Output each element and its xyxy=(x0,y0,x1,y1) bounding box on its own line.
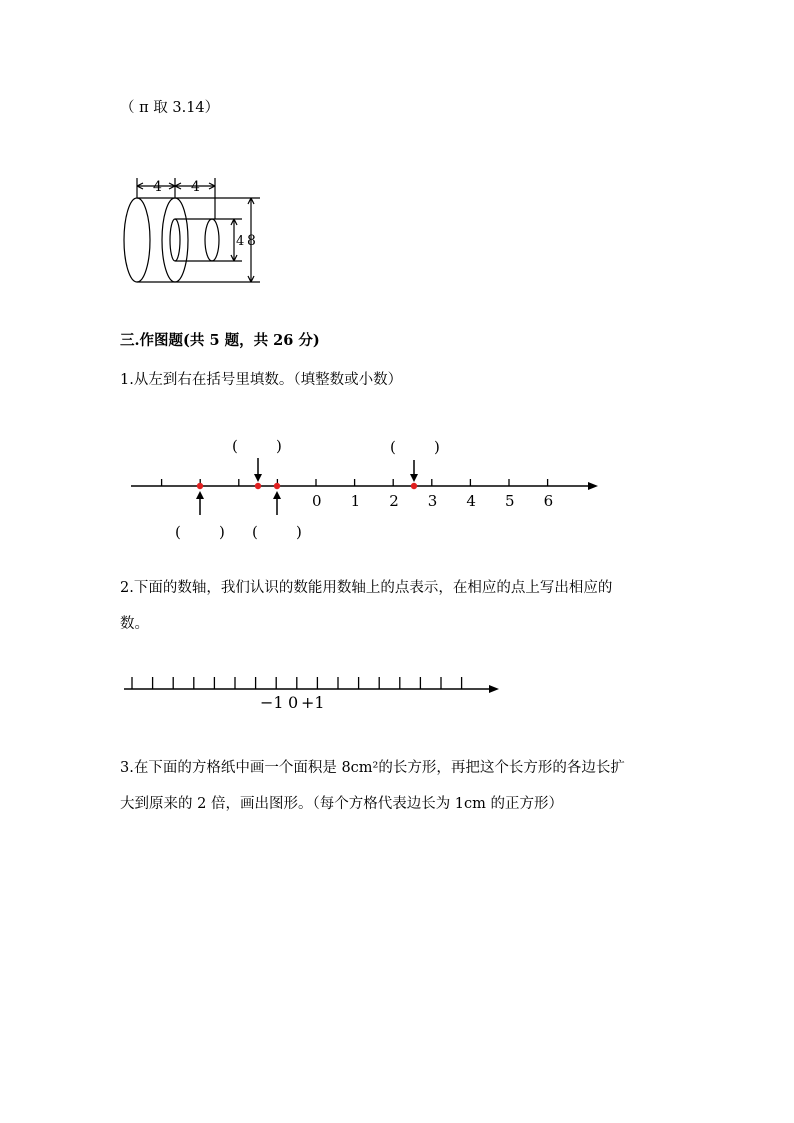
nl1-label: 5 xyxy=(505,492,515,510)
cylinder-inner-diameter: 4 xyxy=(236,234,245,249)
nl1-label: 0 xyxy=(312,492,322,510)
nl2-label-0: 0 xyxy=(288,693,299,712)
question-3-line-2: 大到原来的 2 倍，画出图形。（每个方格代表边长为 1cm 的正方形） xyxy=(120,796,564,812)
blank-bottom-right: ( ) xyxy=(252,523,302,541)
question-1: 1.从左到右在括号里填数。（填整数或小数） xyxy=(120,372,403,388)
pi-note: （ π 取 3.14） xyxy=(120,100,220,116)
question-2-line-2: 数。 xyxy=(120,616,149,632)
cylinder-outer-diameter: 8 xyxy=(247,233,256,249)
blank-bottom-left: ( ) xyxy=(175,523,225,541)
section-heading: 三.作图题(共 5 题，共 26 分) xyxy=(120,332,320,349)
nl1-label: 1 xyxy=(350,492,361,510)
nl1-label: 4 xyxy=(466,492,476,510)
question-3-line-1: 3.在下面的方格纸中画一个面积是 8cm²的长方形，再把这个长方形的各边长扩 xyxy=(120,760,625,776)
nl1-label: 2 xyxy=(389,492,399,510)
question-2-line-1: 2.下面的数轴，我们认识的数能用数轴上的点表示，在相应的点上写出相应的 xyxy=(120,580,613,596)
blank-top-right: ( ) xyxy=(390,438,440,456)
nl2-label-minus-1: −1 xyxy=(260,693,284,712)
cylinder-dim-right: 4 xyxy=(191,179,200,195)
blank-top-left: ( ) xyxy=(232,437,282,455)
cylinder-dim-left: 4 xyxy=(153,179,162,195)
nl1-label: 3 xyxy=(427,492,438,510)
nl2-label-plus-1: +1 xyxy=(301,693,325,712)
nl1-label: 6 xyxy=(543,492,554,510)
